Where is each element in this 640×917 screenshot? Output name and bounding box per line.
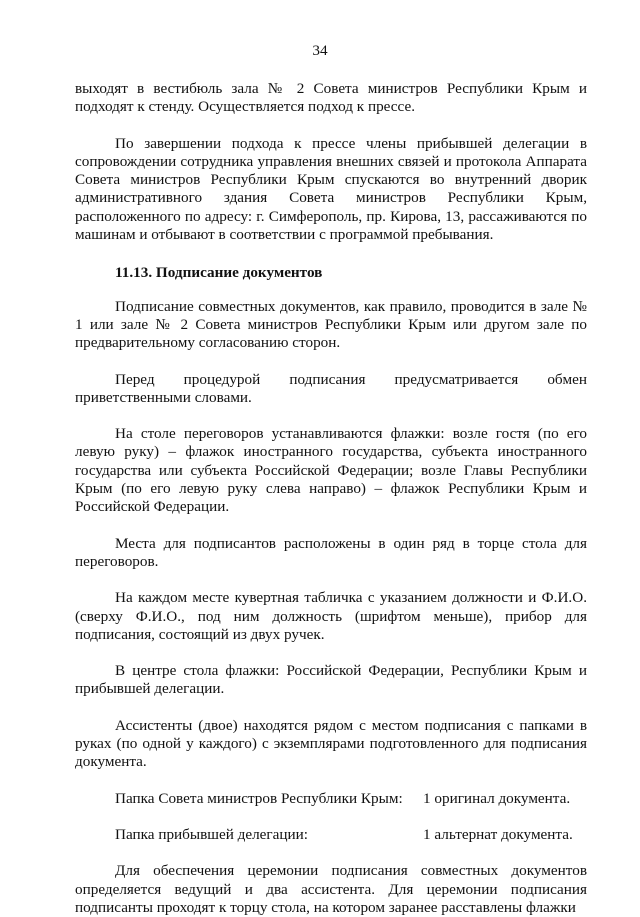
folder-label: Папка прибывшей делегации: bbox=[115, 825, 308, 843]
paragraph-assistants: Ассистенты (двое) находятся рядом с местом подписания с папками в руках (по одной у каждого) с экземплярами подготовленного для подписания документа. bbox=[75, 716, 587, 771]
page-number: 34 bbox=[312, 42, 328, 59]
paragraph-ceremony: Для обеспечения церемонии подписания совместных документов определяется ведущий и два ассистента. Для церемонии подписания подписанты проходят к торцу стола, на котором заранее расставлены флажки bbox=[75, 862, 587, 916]
section-heading: 11.13. Подписание документов bbox=[115, 264, 323, 282]
document-body bbox=[75, 80, 587, 917]
paragraph-seats: Места для подписантов расположены в один ряд в торце стола для переговоров. bbox=[75, 534, 587, 570]
folder-row-council bbox=[75, 790, 587, 808]
paragraph-continuation: выходят в вестибюль зала № 2 Совета министров Республики Крым и подходят к стенду. Осуществляется подход к прессе. bbox=[75, 80, 587, 116]
paragraph-flags: На столе переговоров устанавливаются флажки: возле гостя (по его левую руку) – флажок иностранного государства, субъекта иностранного государства или субъекта Российской Федерации; возле Главы Республики Крым (по его левую руку слева направо) – флажок Республики Крым и Российской Федерации. bbox=[75, 425, 587, 516]
paragraph-center-flags: В центре стола флажки: Российской Федерации, Республики Крым и прибывшей делегации. bbox=[75, 662, 587, 698]
folder-value: 1 оригинал документа. bbox=[423, 789, 571, 807]
paragraph-place-cards: На каждом месте кувертная табличка с указанием должности и Ф.И.О. (сверху Ф.И.О., под ним должность (шрифтом меньше), прибор для подписания, состоящий из двух ручек. bbox=[75, 589, 587, 643]
paragraph-departure: По завершении подхода к прессе члены прибывшей делегации в сопровождении сотрудника управления внешних связей и протокола Аппарата Совета министров Республики Крым спускаются во внутренний дворик административного здания Совета министров Республики Крым, расположенного по адресу: г. Симферополь, пр. Кирова, 13, рассаживаются по машинам и отбывают в соответствии с программой пребывания. bbox=[75, 134, 587, 244]
folder-row-delegation bbox=[75, 826, 587, 844]
folder-label: Папка Совета министров Республики Крым: bbox=[115, 789, 403, 807]
paragraph-signing-venue: Подписание совместных документов, как правило, проводится в зале № 1 или зале № 2 Совета министров Республики Крым или другом зале по предварительному согласованию сторон. bbox=[75, 297, 587, 352]
paragraph-greetings: Перед процедурой подписания предусматривается обмен приветственными словами. bbox=[75, 370, 587, 406]
folder-value: 1 альтернат документа. bbox=[423, 825, 573, 843]
